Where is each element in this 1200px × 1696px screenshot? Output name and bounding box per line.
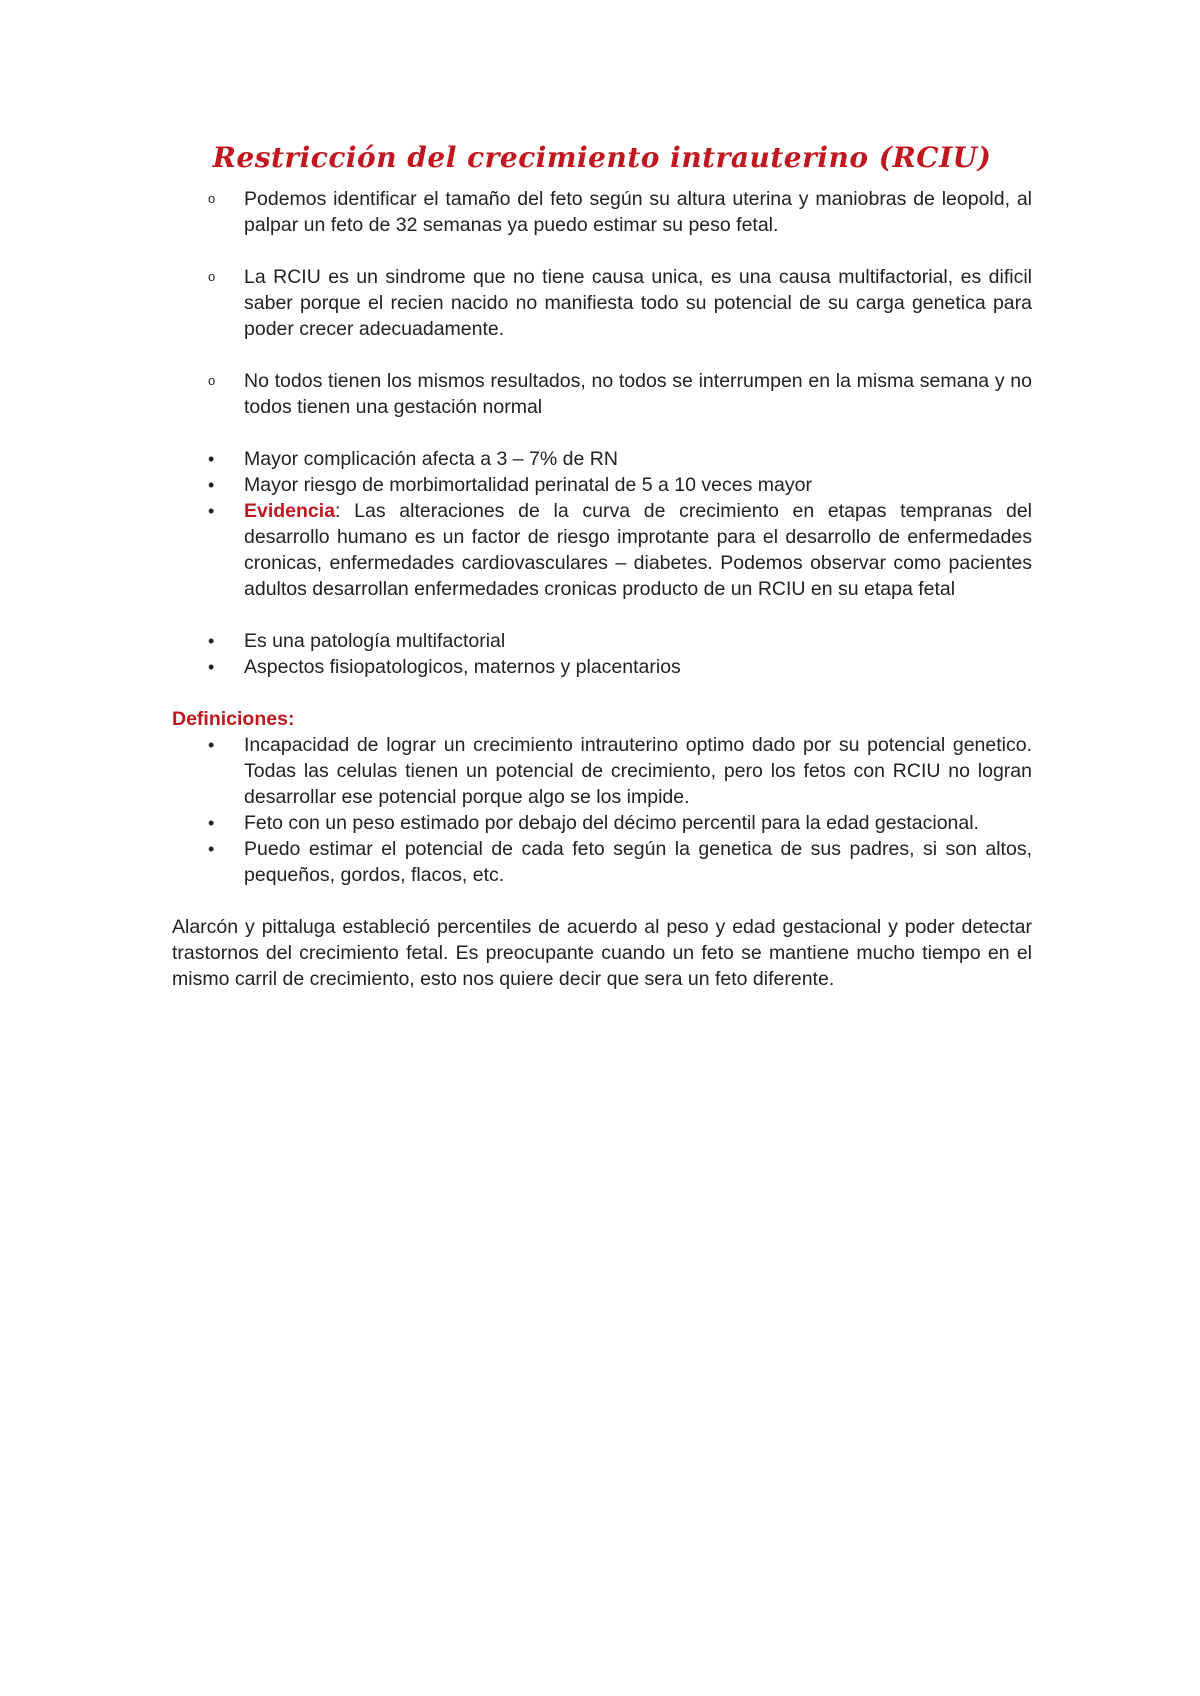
spacer xyxy=(172,602,1032,628)
list-item-text: Feto con un peso estimado por debajo del décimo percentil para la edad gestacional. xyxy=(244,812,979,834)
bullet-icon: • xyxy=(208,839,215,859)
evidence-label: Evidencia xyxy=(244,500,336,522)
document-title: Restricción del crecimiento intrauterino (RCIU) xyxy=(212,141,992,174)
hollow-bullet-icon: o xyxy=(208,191,216,206)
closing-paragraph: Alarcón y pittaluga estableció percentiles de acuerdo al peso y edad gestacional y poder detectar trastornos del crecimiento fetal. Es preocupante cuando un feto se mantiene mucho tiempo en el mismo carril de crecimiento, esto nos quiere decir que sera un feto diferente. xyxy=(172,916,1032,990)
spacer xyxy=(172,888,1032,914)
hollow-bullet-icon: o xyxy=(208,269,216,284)
list-item xyxy=(172,472,1032,498)
hollow-bullet-icon: o xyxy=(208,373,216,388)
facts-list xyxy=(172,446,1032,680)
list-item xyxy=(172,264,1032,342)
bullet-icon: • xyxy=(208,449,215,469)
bullet-icon: • xyxy=(208,735,215,755)
list-item xyxy=(172,186,1032,238)
spacer xyxy=(172,420,1032,446)
list-item-text: Podemos identificar el tamaño del feto según su altura uterina y maniobras de leopold, al palpar un feto de 32 semanas ya puedo estimar su peso fetal. xyxy=(244,188,1032,236)
list-item xyxy=(172,810,1032,836)
list-item xyxy=(172,628,1032,654)
list-item-text: Incapacidad de lograr un crecimiento intrauterino optimo dado por su potencial genetico. Todas las celulas tienen un potencial de crecimiento, pero los fetos con RCIU no logran desarrollar ese potencial porque algo se los impide. xyxy=(244,734,1032,808)
list-item-text: Puedo estimar el potencial de cada feto según la genetica de sus padres, si son altos, pequeños, gordos, flacos, etc. xyxy=(244,838,1032,886)
list-item xyxy=(172,498,1032,602)
list-item xyxy=(172,732,1032,810)
list-item-text: La RCIU es un sindrome que no tiene causa unica, es una causa multifactorial, es dificil saber porque el recien nacido no manifiesta todo su potencial de su carga genetica para poder crecer adecuadamente. xyxy=(244,266,1032,340)
list-item-text: Aspectos fisiopatologicos, maternos y placentarios xyxy=(244,656,681,678)
bullet-icon: • xyxy=(208,501,215,521)
spacer xyxy=(172,342,1032,368)
list-item-text: Mayor complicación afecta a 3 – 7% de RN xyxy=(244,448,618,470)
spacer xyxy=(172,680,1032,706)
bullet-icon: • xyxy=(208,631,215,651)
list-item xyxy=(172,654,1032,680)
list-item xyxy=(172,446,1032,472)
bullet-icon: • xyxy=(208,475,215,495)
bullet-icon: • xyxy=(208,657,215,677)
list-item-text: Es una patología multifactorial xyxy=(244,630,506,652)
document-page xyxy=(172,140,1032,992)
intro-list xyxy=(172,186,1032,446)
list-item-text: No todos tienen los mismos resultados, no todos se interrumpen en la misma semana y no todos tienen una gestación normal xyxy=(244,370,1032,418)
definitions-heading: Definiciones: xyxy=(172,708,295,730)
list-item-text: Mayor riesgo de morbimortalidad perinatal de 5 a 10 veces mayor xyxy=(244,474,812,496)
spacer xyxy=(172,238,1032,264)
list-item xyxy=(172,368,1032,420)
list-item-text: : Las alteraciones de la curva de crecimiento en etapas tempranas del desarrollo humano es un factor de riesgo improtante para el desarrollo de enfermedades cronicas, enfermedades cardiovasculares – diabetes. Podemos observar como pacientes adultos desarrollan enfermedades cronicas producto de un RCIU en su etapa fetal xyxy=(244,500,1032,600)
bullet-icon: • xyxy=(208,813,215,833)
list-item xyxy=(172,836,1032,888)
definitions-list xyxy=(172,732,1032,888)
